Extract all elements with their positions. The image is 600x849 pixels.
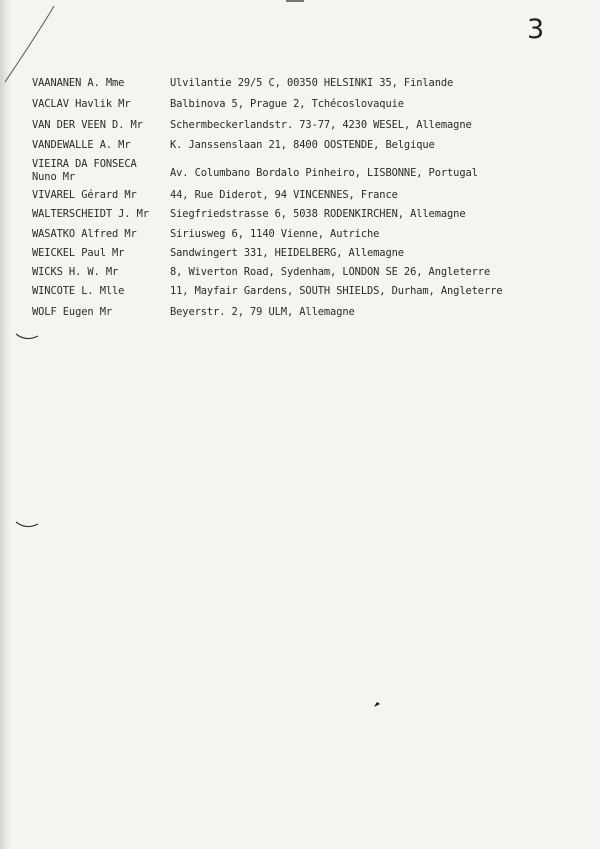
entry-name: WEICKEL Paul Mr [32, 247, 125, 259]
entry-name: VIVAREL Gérard Mr [32, 189, 137, 201]
entry-name: WALTERSCHEIDT J. Mr [32, 208, 149, 220]
entry-name: VIEIRA DA FONSECA Nuno Mr [32, 158, 137, 183]
entry-name: VANDEWALLE A. Mr [32, 139, 131, 151]
entry-address: Siriusweg 6, 1140 Vienne, Autriche [170, 228, 380, 240]
ink-speck [372, 700, 382, 710]
entry-address: Balbinova 5, Prague 2, Tchécoslovaquie [170, 98, 404, 110]
entry-address: K. Janssenslaan 21, 8400 OOSTENDE, Belgique [170, 139, 435, 151]
scan-edge-shadow [0, 0, 14, 849]
entry-address: 44, Rue Diderot, 94 VINCENNES, France [170, 189, 398, 201]
entry-name: VACLAV Havlik Mr [32, 98, 131, 110]
entry-address: Av. Columbano Bordalo Pinheiro, LISBONNE, Portugal [170, 167, 478, 179]
entry-name: WICKS H. W. Mr [32, 266, 119, 278]
entry-address: Beyerstr. 2, 79 ULM, Allemagne [170, 306, 355, 318]
entry-address: Siegfriedstrasse 6, 5038 RODENKIRCHEN, Allemagne [170, 208, 466, 220]
entry-name: VAANANEN A. Mme [32, 77, 125, 89]
punch-hole-mark-lower [14, 518, 40, 532]
entry-address: 11, Mayfair Gardens, SOUTH SHIELDS, Durham, Angleterre [170, 285, 503, 297]
entry-name: WINCOTE L. Mlle [32, 285, 125, 297]
page-number: 3 [527, 14, 545, 45]
entry-address: Sandwingert 331, HEIDELBERG, Allemagne [170, 247, 404, 259]
entry-address: Ulvilantie 29/5 C, 00350 HELSINKI 35, Finlande [170, 77, 454, 89]
entry-name: VAN DER VEEN D. Mr [32, 119, 143, 131]
entry-name: WASATKO Alfred Mr [32, 228, 137, 240]
top-scan-mark [286, 0, 304, 2]
entry-address: Schermbeckerlandstr. 73-77, 4230 WESEL, Allemagne [170, 119, 472, 131]
entry-address: 8, Wiverton Road, Sydenham, LONDON SE 26, Angleterre [170, 266, 491, 278]
punch-hole-mark-upper [14, 330, 40, 344]
entry-name: WOLF Eugen Mr [32, 306, 113, 318]
